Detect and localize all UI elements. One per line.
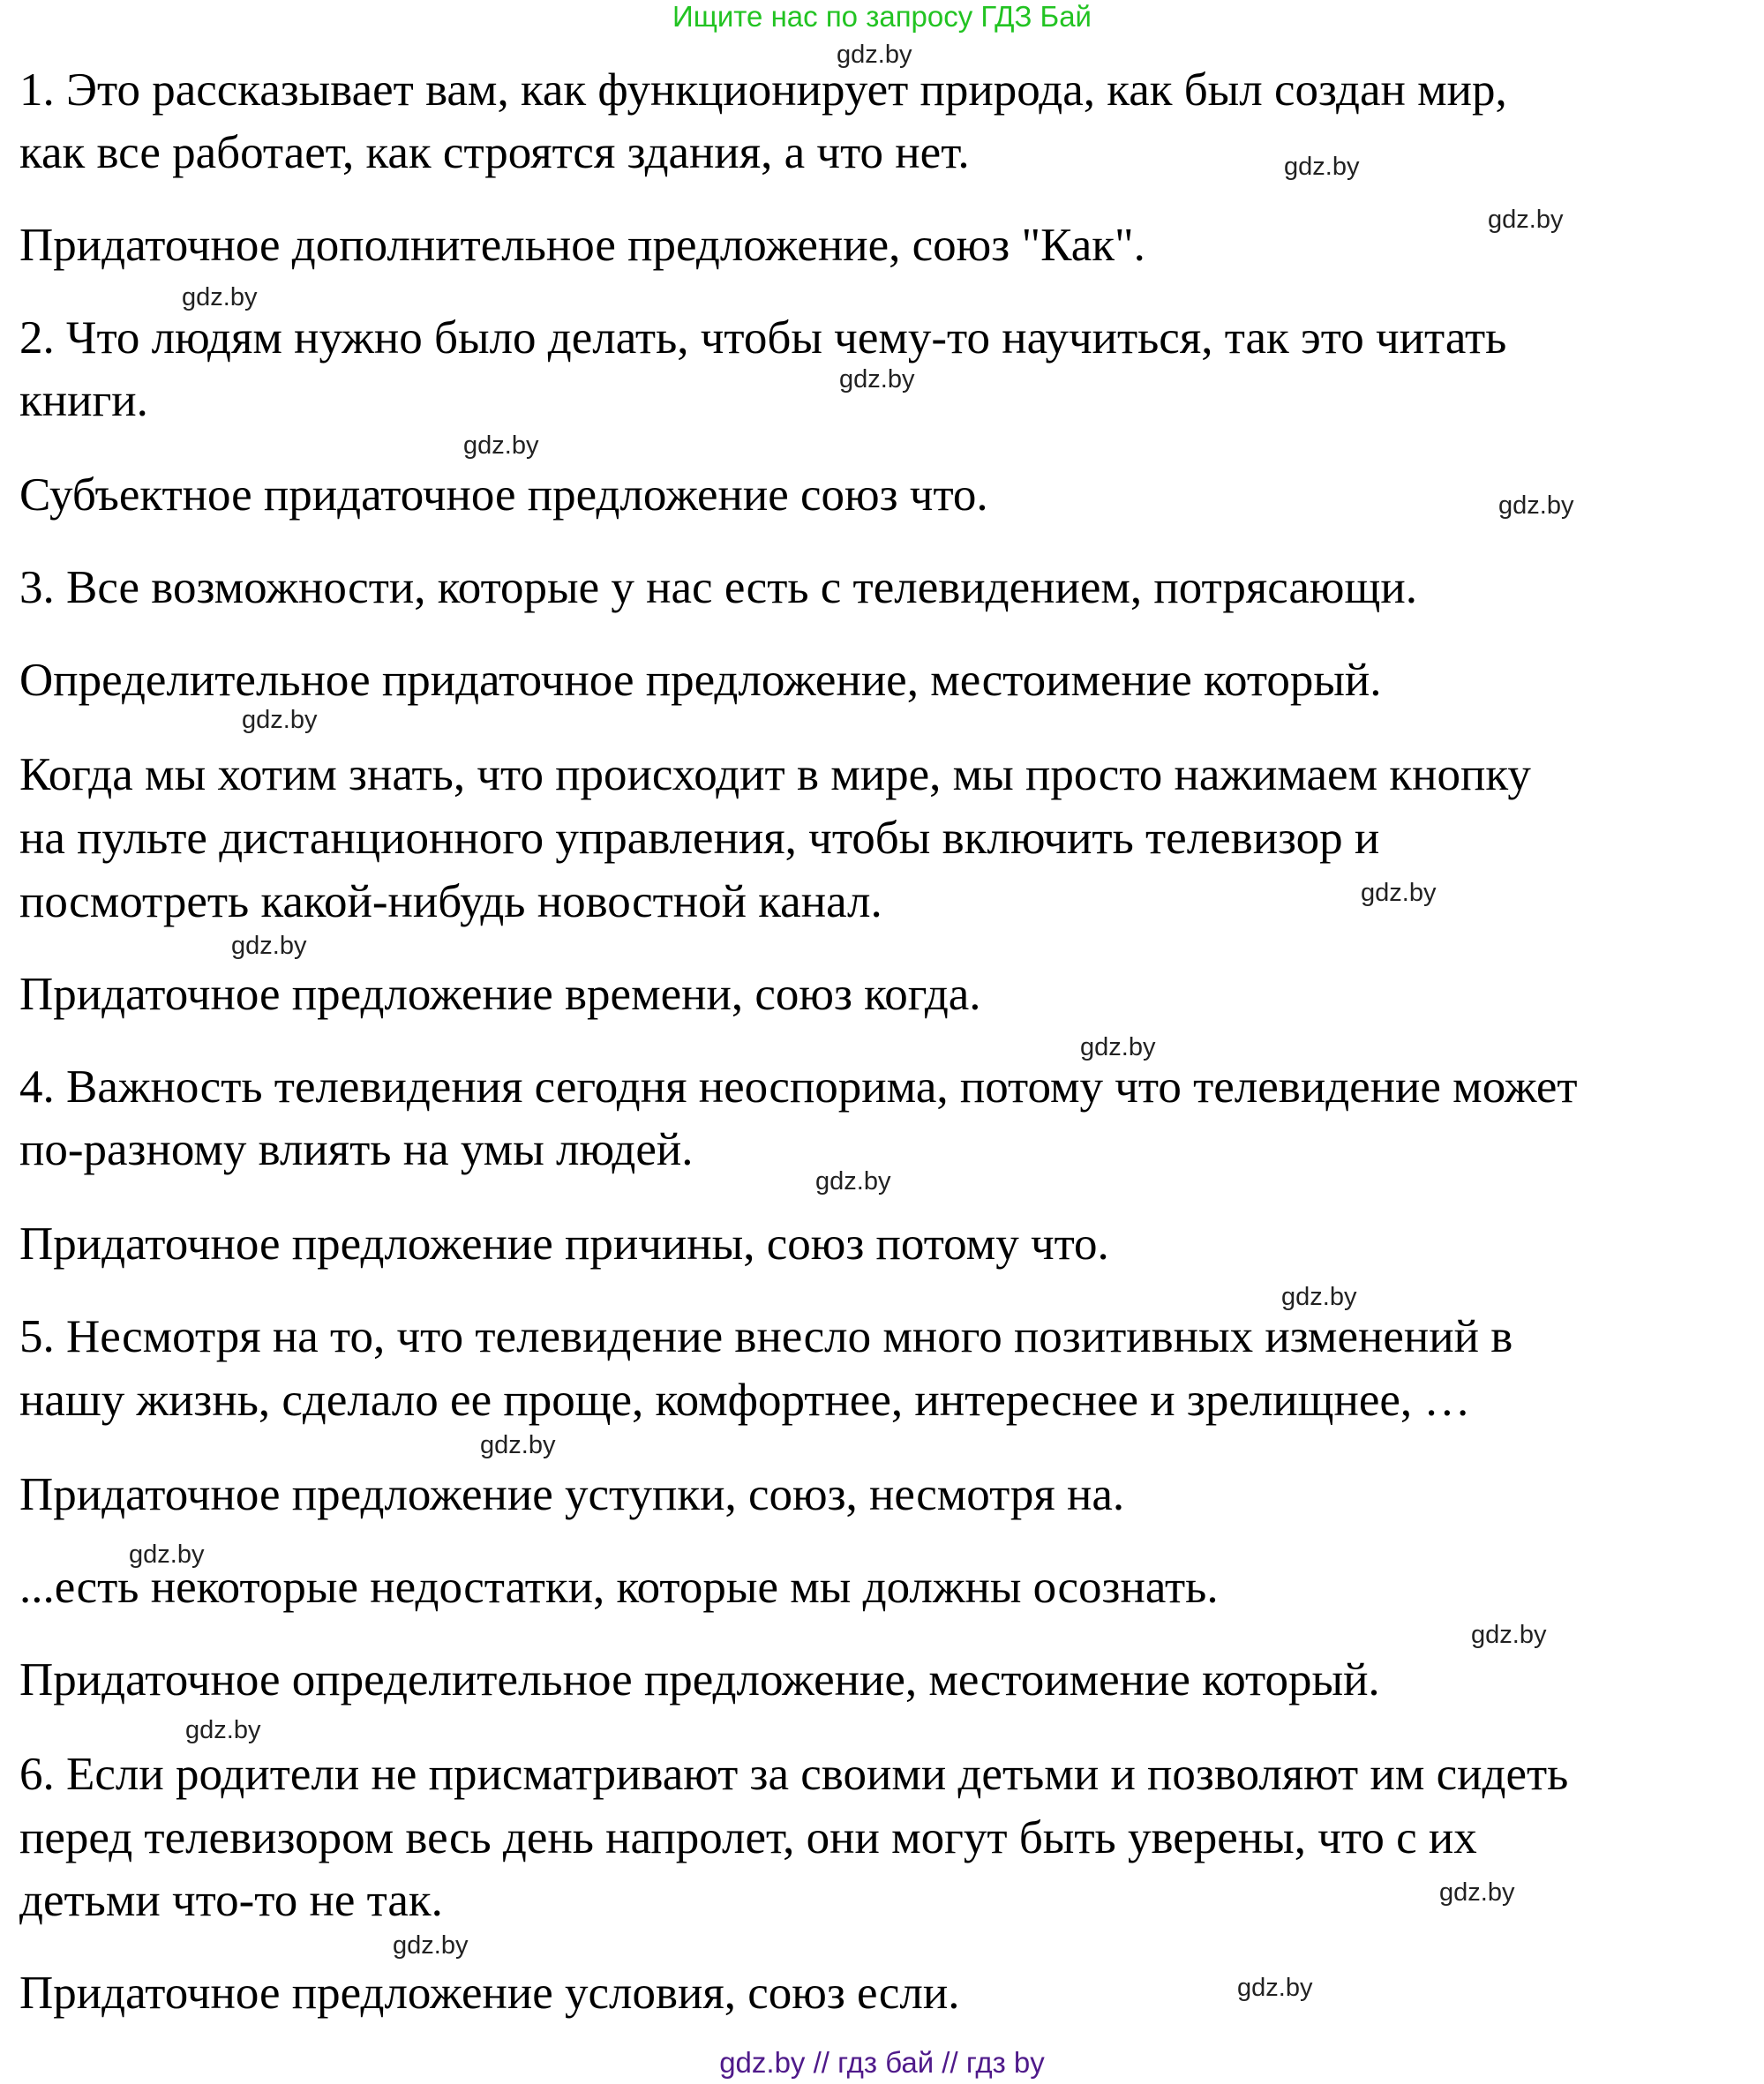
- watermark: gdz.by: [815, 1167, 891, 1196]
- watermark: gdz.by: [185, 1716, 261, 1744]
- text-line: Когда мы хотим знать, что происходит в мире, мы просто нажимаем кнопку: [19, 749, 1531, 800]
- text-line: 3. Все возможности, которые у нас есть с телевидением, потрясающи.: [19, 562, 1417, 613]
- text-line: 5. Несмотря на то, что телевидение внесло много позитивных изменений в: [19, 1311, 1513, 1362]
- text-line: перед телевизором весь день напролет, они могут быть уверены, что с их: [19, 1812, 1477, 1863]
- text-line: 6. Если родители не присматривают за своими детьми и позволяют им сидеть: [19, 1749, 1569, 1800]
- text-line: Придаточное дополнительное предложение, союз "Как".: [19, 220, 1145, 271]
- watermark: gdz.by: [1237, 1974, 1313, 2002]
- watermark: gdz.by: [1498, 491, 1574, 520]
- text-line: детьми что-то не так.: [19, 1875, 443, 1926]
- text-line: как все работает, как строятся здания, а что нет.: [19, 127, 970, 178]
- footer-links: gdz.by // гдз бай // гдз by: [719, 2046, 1045, 2079]
- watermark: gdz.by: [480, 1431, 556, 1459]
- watermark: gdz.by: [129, 1541, 205, 1569]
- text-line: Придаточное определительное предложение, местоимение который.: [19, 1654, 1380, 1705]
- watermark: gdz.by: [1361, 879, 1437, 907]
- text-line: по-разному влиять на умы людей.: [19, 1124, 694, 1175]
- watermark: gdz.by: [1471, 1621, 1547, 1649]
- watermark: gdz.by: [1284, 153, 1360, 181]
- text-line: книги.: [19, 375, 148, 426]
- watermark: gdz.by: [242, 706, 318, 734]
- text-line: 1. Это рассказывает вам, как функционирует природа, как был создан мир,: [19, 64, 1507, 116]
- watermark: gdz.by: [1488, 206, 1564, 234]
- text-line: Придаточное предложение уступки, союз, несмотря на.: [19, 1469, 1125, 1520]
- watermark: gdz.by: [1080, 1033, 1156, 1061]
- watermark: gdz.by: [1439, 1878, 1515, 1907]
- text-line: ...есть некоторые недостатки, которые мы должны осознать.: [19, 1562, 1219, 1613]
- text-line: 2. Что людям нужно было делать, чтобы чему-то научиться, так это читать: [19, 312, 1507, 364]
- text-line: нашу жизнь, сделало ее проще, комфортнее, интереснее и зрелищнее, …: [19, 1375, 1471, 1426]
- watermark: gdz.by: [463, 431, 539, 460]
- watermark: gdz.by: [837, 41, 912, 69]
- text-line: Субъектное придаточное предложение союз что.: [19, 469, 988, 521]
- watermark: gdz.by: [839, 365, 915, 394]
- watermark: gdz.by: [231, 932, 307, 960]
- text-line: Определительное придаточное предложение, местоимение который.: [19, 655, 1382, 706]
- text-line: посмотреть какой-нибудь новостной канал.: [19, 876, 882, 927]
- watermark: gdz.by: [1281, 1283, 1357, 1311]
- text-line: Придаточное предложение времени, союз когда.: [19, 969, 981, 1020]
- text-line: 4. Важность телевидения сегодня неоспорима, потому что телевидение может: [19, 1061, 1578, 1113]
- text-line: Придаточное предложение условия, союз если.: [19, 1968, 960, 2019]
- search-hint-banner: Ищите нас по запросу ГДЗ Бай: [672, 0, 1092, 33]
- text-line: на пульте дистанционного управления, чтобы включить телевизор и: [19, 813, 1380, 864]
- text-line: Придаточное предложение причины, союз потому что.: [19, 1218, 1109, 1270]
- watermark: gdz.by: [182, 283, 258, 311]
- watermark: gdz.by: [393, 1931, 469, 1960]
